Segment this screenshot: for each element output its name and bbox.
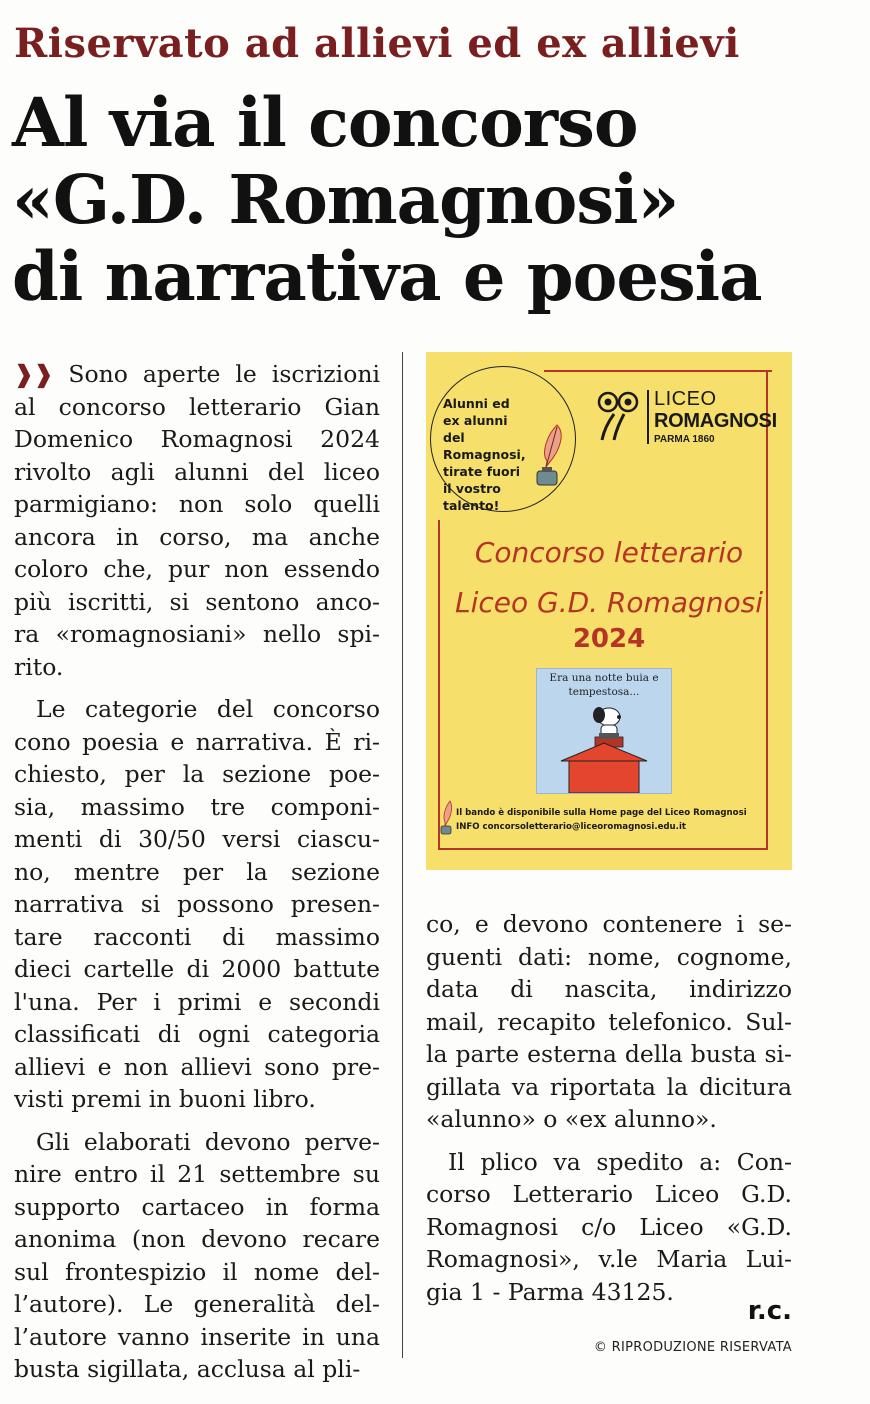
text-line: l'una. Per i primi e secondi — [14, 987, 380, 1016]
poster-border — [544, 370, 772, 372]
text-line: «alunno» o «ex alunno». — [426, 1105, 717, 1133]
paragraph-1 — [14, 358, 380, 683]
text-line: narrativa si possono presen- — [14, 890, 380, 918]
contest-poster — [426, 352, 792, 870]
article-column-1 — [14, 358, 380, 1386]
headline-line: Al via il concorso — [12, 83, 638, 162]
text-line: mail, recapito telefonico. Sul- — [426, 1007, 792, 1036]
poster-footer-line: Il bando è disponibile sulla Home page del Liceo Romagnosi — [456, 808, 747, 818]
text-line: allievi e non allievi sono pre- — [14, 1052, 380, 1081]
text-line: Domenico Romagnosi 2024 — [14, 425, 380, 453]
text-line: Romagnosi», v.le Maria Lui- — [426, 1245, 792, 1273]
text-line: cono poesia e narrativa. È ri- — [14, 727, 380, 756]
text-line: supporto cartaceo in forma — [14, 1192, 380, 1221]
poster-title: Concorso letterario — [474, 536, 744, 569]
text-line: gia 1 - Parma 43125. — [426, 1277, 674, 1306]
text-line: dieci cartelle di 2000 battute — [14, 955, 380, 983]
cartoon-caption: Era una notte buia e — [549, 672, 659, 684]
text-line: Le categorie del concorso — [36, 695, 380, 723]
callout-line: ex alunni — [443, 413, 508, 428]
headline-line: di narrativa e poesia — [12, 237, 762, 316]
text-line: corso Letterario Liceo G.D. — [426, 1180, 792, 1208]
small-quill-icon — [440, 800, 454, 836]
text-line: chiesto, per la sezione poe- — [14, 760, 380, 788]
text-line: rito. — [14, 652, 64, 681]
text-line: Sono aperte le iscrizioni — [68, 360, 380, 388]
logo-text: LICEO — [654, 388, 717, 410]
text-line: l’autore). Le generalità del- — [14, 1290, 380, 1318]
callout-line: talento! — [443, 498, 500, 513]
poster-year: 2024 — [572, 624, 646, 654]
paragraph-2 — [14, 693, 380, 1116]
callout-line: tirate fuori — [443, 464, 521, 479]
text-line: anonima (non devono recare — [14, 1225, 380, 1253]
text-line: Romagnosi c/o Liceo «G.D. — [426, 1212, 792, 1241]
text-line: parmigiano: non solo quelli — [14, 490, 380, 518]
paragraph-5 — [426, 1146, 792, 1309]
text-line: più iscritti, si sentono anco- — [14, 587, 380, 616]
text-line: coloro che, pur non essendo — [14, 555, 380, 583]
author-signature: r.c. — [747, 1296, 792, 1326]
logo-divider — [647, 390, 649, 444]
text-line: co, e devono contenere i se- — [426, 910, 792, 938]
poster-title: Liceo G.D. Romagnosi — [454, 586, 764, 619]
owl-logo-icon — [594, 388, 644, 446]
text-line: l’autore vanno inserite in una — [14, 1322, 380, 1351]
copyright-notice: © RIPRODUZIONE RISERVATA — [593, 1340, 792, 1355]
text-line: classificati di ogni categoria — [14, 1020, 380, 1048]
kicker: Riservato ad allievi ed ex allievi — [14, 20, 740, 67]
poster-callout-circle — [430, 366, 576, 512]
text-line: tare racconti di massimo — [14, 922, 380, 951]
text-line: no, mentre per la sezione — [14, 857, 380, 886]
paragraph-3 — [14, 1126, 380, 1386]
poster-border — [438, 848, 768, 850]
text-line: ra «romagnosiani» nello spi- — [14, 620, 380, 648]
column-divider — [402, 352, 403, 1358]
text-line: Il plico va spedito a: Con- — [448, 1147, 792, 1176]
callout-line: Alunni ed — [443, 396, 510, 411]
text-line: ancora in corso, ma anche — [14, 522, 380, 551]
text-line: nire entro il 21 settembre su — [14, 1160, 380, 1188]
text-line: sul frontespizio il nome del- — [14, 1257, 380, 1286]
text-line: menti di 30/50 versi ciascu- — [14, 825, 380, 853]
doghouse-icon — [537, 669, 671, 793]
cartoon-caption: tempestosa... — [568, 686, 640, 698]
text-line: guenti dati: nome, cognome, — [426, 942, 792, 971]
text-line: Gli elaborati devono perve- — [36, 1127, 380, 1156]
logo-text: ROMAGNOSI — [654, 410, 777, 432]
callout-line: del — [443, 430, 465, 445]
quill-inkwell-icon — [531, 423, 567, 493]
article-column-2 — [426, 908, 792, 1308]
text-line: data di nascita, indirizzo — [426, 975, 792, 1003]
headline — [12, 84, 862, 315]
text-line: la parte esterna della busta si- — [426, 1040, 792, 1068]
text-line: visti premi in buoni libro. — [14, 1085, 316, 1113]
text-line: al concorso letterario Gian — [14, 392, 380, 421]
article-marker-icon: ❱❱ — [14, 360, 54, 388]
text-line: sia, massimo tre componi- — [14, 792, 380, 821]
text-line: busta sigillata, acclusa al pli- — [14, 1355, 361, 1383]
headline-line: «G.D. Romagnosi» — [12, 160, 679, 239]
snoopy-doghouse-illustration — [536, 668, 672, 794]
paragraph-4 — [426, 908, 792, 1136]
poster-footer-line: INFO concorsoletterario@liceoromagnosi.edu.it — [456, 822, 686, 832]
callout-line: il vostro — [443, 481, 501, 496]
callout-line: Romagnosi, — [443, 447, 526, 462]
text-line: rivolto agli alunni del liceo — [14, 457, 380, 486]
text-line: gillata va riportata la dicitura — [426, 1072, 792, 1101]
logo-subtext: PARMA 1860 — [654, 434, 715, 445]
